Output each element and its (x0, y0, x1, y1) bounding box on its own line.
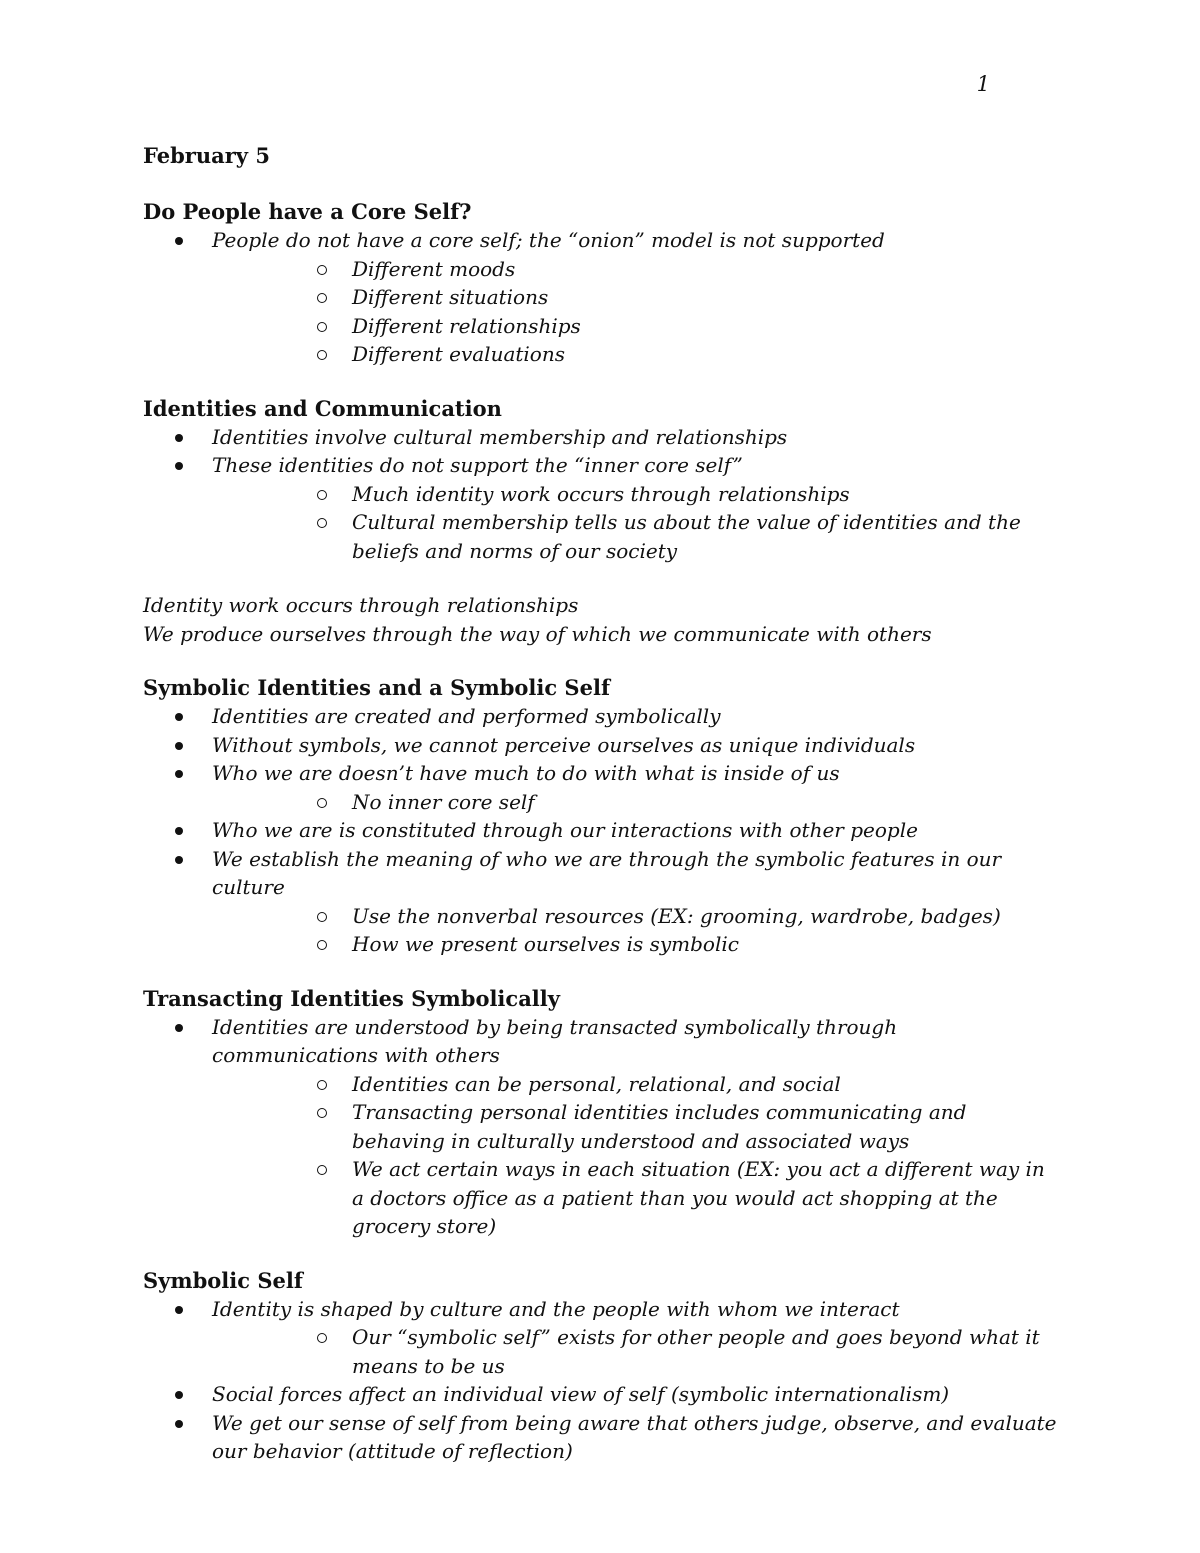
bullet-icon (175, 462, 183, 470)
bullet-icon (175, 770, 183, 778)
sub-list-item: Our “symbolic self” exists for other people and goes beyond what it means to be us (212, 1323, 1063, 1380)
bullet-list (143, 423, 1063, 566)
sub-list-item: Transacting personal identities includes communicating and behaving in culturally understood and associated ways (212, 1098, 1063, 1155)
section-symbolic-identities (143, 674, 1063, 959)
sub-list-item: Use the nonverbal resources (EX: grooming, wardrobe, badges) (212, 902, 1063, 931)
sub-list (212, 902, 1063, 959)
bullet-icon (175, 434, 183, 442)
list-item: Identities are created and performed symbolically (143, 702, 1063, 731)
paragraph-line: Identity work occurs through relationships (143, 593, 579, 617)
section-symbolic-self (143, 1267, 1063, 1466)
paragraph-block (143, 591, 1063, 648)
circle-bullet-icon (317, 1333, 327, 1343)
section-heading: Transacting Identities Symbolically (143, 985, 560, 1011)
list-item: Who we are is constituted through our interactions with other people (143, 816, 1063, 845)
circle-bullet-icon (317, 798, 327, 808)
section-heading: Symbolic Identities and a Symbolic Self (143, 675, 610, 700)
list-item: People do not have a core self; the “onion” model is not supported Different moods Different situations Different relationships Different evaluations (143, 226, 1063, 369)
list-item: These identities do not support the “inner core self” Much identity work occurs through relationships Cultural membership tells us about the value of identities and the beliefs and norms of our society (143, 451, 1063, 565)
circle-bullet-icon (317, 293, 327, 303)
bullet-list (143, 1295, 1063, 1466)
page-number: 1 (976, 72, 990, 96)
section-core-self (143, 198, 1063, 369)
sub-list (212, 480, 1063, 566)
sub-list-item: Different evaluations (212, 340, 1063, 369)
sub-list (212, 788, 1063, 817)
sub-list-item: Different moods (212, 255, 1063, 284)
list-item: Identity is shaped by culture and the people with whom we interact Our “symbolic self” exists for other people and goes beyond what it means to be us (143, 1295, 1063, 1381)
bullet-icon (175, 237, 183, 245)
bullet-list (143, 702, 1063, 959)
bullet-list (143, 226, 1063, 369)
list-item: Without symbols, we cannot perceive ourselves as unique individuals (143, 731, 1063, 760)
bullet-icon (175, 742, 183, 750)
list-item: Social forces affect an individual view of self (symbolic internationalism) (143, 1380, 1063, 1409)
section-heading: Do People have a Core Self? (143, 199, 472, 224)
circle-bullet-icon (317, 1080, 327, 1090)
circle-bullet-icon (317, 265, 327, 275)
sub-list-item: Much identity work occurs through relationships (212, 480, 1063, 509)
sub-list (212, 1323, 1063, 1380)
sub-list (212, 1070, 1063, 1241)
list-item: We get our sense of self from being aware that others judge, observe, and evaluate our behavior (attitude of reflection) (143, 1409, 1063, 1466)
bullet-icon (175, 1306, 183, 1314)
bullet-icon (175, 713, 183, 721)
circle-bullet-icon (317, 490, 327, 500)
bullet-icon (175, 1420, 183, 1428)
bullet-icon (175, 856, 183, 864)
bullet-icon (175, 827, 183, 835)
document-date: February 5 (143, 143, 270, 168)
sub-list-item: How we present ourselves is symbolic (212, 930, 1063, 959)
bullet-icon (175, 1391, 183, 1399)
bullet-list (143, 1013, 1063, 1241)
list-item: Identities involve cultural membership and relationships (143, 423, 1063, 452)
circle-bullet-icon (317, 1108, 327, 1118)
circle-bullet-icon (317, 322, 327, 332)
section-heading: Symbolic Self (143, 1267, 303, 1293)
circle-bullet-icon (317, 940, 327, 950)
sub-list-item: Different relationships (212, 312, 1063, 341)
section-identities-communication (143, 395, 1063, 566)
bullet-icon (175, 1024, 183, 1032)
circle-bullet-icon (317, 350, 327, 360)
document-body (143, 142, 1063, 1492)
circle-bullet-icon (317, 912, 327, 922)
section-transacting-identities (143, 985, 1063, 1241)
sub-list-item: Identities can be personal, relational, and social (212, 1070, 1063, 1099)
sub-list-item: We act certain ways in each situation (EX: you act a different way in a doctors office as a patient than you would act shopping at the grocery store) (212, 1155, 1063, 1241)
circle-bullet-icon (317, 518, 327, 528)
list-item: We establish the meaning of who we are through the symbolic features in our culture Use the nonverbal resources (EX: grooming, wardrobe, badges) How we present ourselves is symbolic (143, 845, 1063, 959)
circle-bullet-icon (317, 1165, 327, 1175)
sub-list-item: No inner core self (212, 788, 1063, 817)
list-item: Who we are doesn’t have much to do with what is inside of us No inner core self (143, 759, 1063, 816)
sub-list-item: Cultural membership tells us about the value of identities and the beliefs and norms of our society (212, 508, 1063, 565)
sub-list (212, 255, 1063, 369)
paragraph-line: We produce ourselves through the way of which we communicate with others (143, 621, 932, 646)
section-heading: Identities and Communication (143, 395, 502, 421)
sub-list-item: Different situations (212, 283, 1063, 312)
list-item: Identities are understood by being transacted symbolically through communications with others Identities can be personal, relational, and social Transacting personal identities includes communicating and behaving in culturally understood and associated ways We act certain ways in each situation (EX: you act a different way in a doctors office as a patient than you would act shopping at the grocery store) (143, 1013, 1063, 1241)
